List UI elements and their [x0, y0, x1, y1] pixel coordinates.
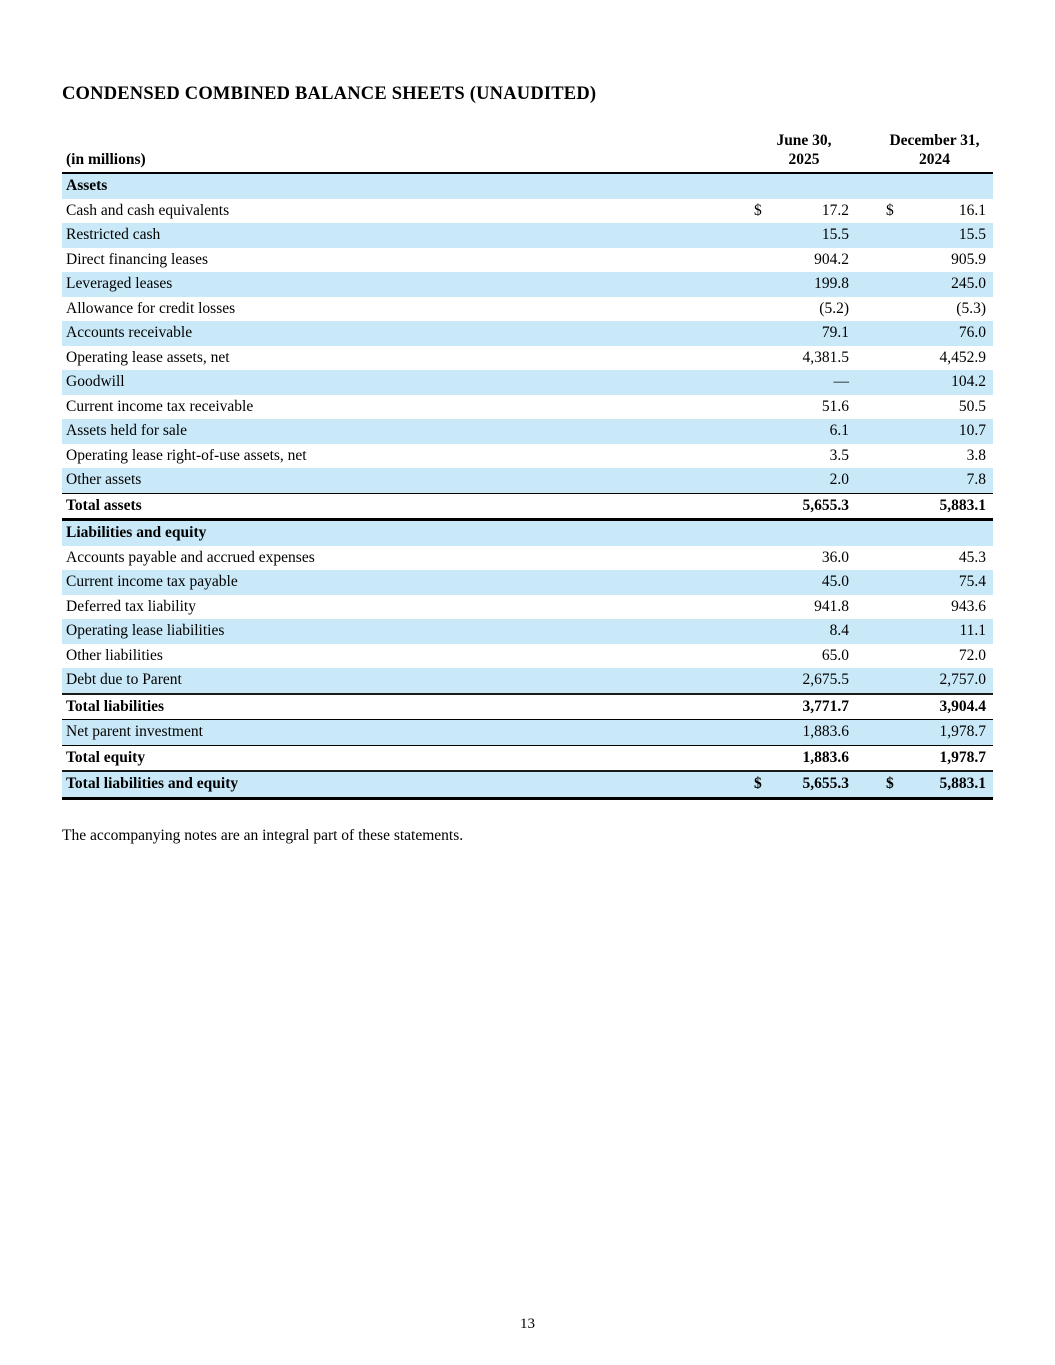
row-label: Leveraged leases — [66, 275, 173, 292]
currency-symbol-jun — [752, 468, 774, 493]
page-number: 13 — [520, 1316, 535, 1332]
section-header-row — [62, 520, 993, 546]
value-jun-2025: 1,883.6 — [774, 745, 856, 771]
balance-sheet-table — [62, 131, 993, 800]
table-row — [62, 644, 993, 669]
value-dec-2024: 75.4 — [958, 573, 986, 590]
column-header-line: 2024 — [919, 151, 950, 168]
table-row — [62, 570, 993, 595]
value-jun-2025: 8.4 — [829, 622, 849, 639]
value-jun-2025: 45.0 — [821, 573, 849, 590]
currency-symbol-dec: $ — [886, 201, 894, 219]
table-row — [62, 493, 993, 520]
currency-symbol-jun — [752, 297, 774, 322]
value-jun-2025: 51.6 — [821, 397, 849, 415]
value-jun-2025: 17.2 — [821, 201, 849, 219]
row-label: Current income tax payable — [66, 573, 238, 590]
table-row — [62, 668, 993, 694]
value-dec-2024: 45.3 — [958, 548, 986, 566]
row-label: Total liabilities — [62, 694, 752, 720]
row-label: Total liabilities and equity — [62, 771, 752, 798]
table-row — [62, 444, 993, 469]
currency-symbol-jun — [752, 346, 774, 371]
currency-symbol-dec — [856, 444, 896, 469]
currency-symbol-dec — [856, 395, 896, 420]
value-jun-2025: 1,883.6 — [774, 720, 856, 746]
value-dec-2024 — [896, 173, 993, 199]
value-dec-2024: 3.8 — [966, 446, 986, 464]
currency-symbol-jun — [752, 570, 774, 595]
row-label: Liabilities and equity — [66, 524, 207, 541]
row-label: Net parent investment — [62, 720, 752, 746]
value-dec-2024: 3,904.4 — [896, 694, 993, 720]
table-row — [62, 546, 993, 571]
currency-symbol-jun — [752, 370, 774, 395]
value-jun-2025 — [774, 173, 856, 199]
table-header — [62, 131, 993, 173]
value-dec-2024: 245.0 — [951, 275, 986, 292]
currency-symbol-dec — [856, 720, 896, 746]
value-dec-2024: 5,883.1 — [896, 771, 993, 798]
currency-symbol-jun — [752, 520, 774, 546]
footnote-text: The accompanying notes are an integral part of these statements. — [62, 826, 464, 844]
value-dec-2024: 11.1 — [959, 622, 986, 639]
currency-symbol-dec — [856, 321, 896, 346]
currency-symbol-jun — [752, 644, 774, 669]
currency-symbol-dec — [856, 668, 896, 694]
value-dec-2024: 76.0 — [958, 324, 986, 341]
balance-sheet-body — [62, 173, 993, 798]
value-jun-2025: (5.2) — [819, 299, 849, 317]
table-row — [62, 694, 993, 720]
row-label: Goodwill — [66, 373, 125, 390]
value-dec-2024: 1,978.7 — [896, 720, 993, 746]
table-row — [62, 346, 993, 371]
value-jun-2025: 36.0 — [821, 548, 849, 566]
value-jun-2025: 2.0 — [829, 471, 849, 488]
currency-symbol-dec — [856, 370, 896, 395]
value-dec-2024 — [896, 520, 993, 546]
table-row — [62, 223, 993, 248]
table-row — [62, 419, 993, 444]
value-jun-2025: 2,675.5 — [802, 671, 849, 688]
value-jun-2025: — — [833, 373, 849, 390]
currency-symbol-dec — [856, 694, 896, 720]
table-row — [62, 745, 993, 771]
currency-symbol-jun — [752, 395, 774, 420]
value-jun-2025: 4,381.5 — [802, 348, 849, 366]
row-label: Assets held for sale — [66, 422, 187, 439]
currency-symbol-jun — [752, 444, 774, 469]
value-dec-2024: 2,757.0 — [939, 671, 986, 688]
currency-symbol-jun — [752, 419, 774, 444]
row-label: Total assets — [62, 493, 752, 520]
currency-symbol-jun — [752, 720, 774, 746]
currency-symbol-jun — [752, 173, 774, 199]
currency-symbol-jun — [752, 493, 774, 520]
header-row — [62, 131, 993, 173]
currency-symbol-dec — [856, 493, 896, 520]
row-label: Cash and cash equivalents — [66, 201, 230, 219]
currency-symbol-jun — [752, 248, 774, 273]
value-dec-2024: 72.0 — [958, 646, 986, 664]
value-jun-2025: 79.1 — [821, 324, 849, 341]
page-title: CONDENSED COMBINED BALANCE SHEETS (UNAUDITED) — [62, 84, 597, 104]
value-jun-2025: 941.8 — [814, 597, 849, 615]
value-dec-2024: 5,883.1 — [896, 493, 993, 520]
value-dec-2024: 1,978.7 — [896, 745, 993, 771]
value-dec-2024: 16.1 — [958, 201, 986, 219]
currency-symbol-jun — [752, 223, 774, 248]
row-label: Deferred tax liability — [66, 597, 196, 615]
value-dec-2024: 104.2 — [951, 373, 986, 390]
table-row — [62, 720, 993, 746]
value-dec-2024: 50.5 — [958, 397, 986, 415]
table-row — [62, 619, 993, 644]
row-label: Other liabilities — [66, 646, 163, 664]
table-row — [62, 199, 993, 224]
column-header-line: December 31, — [889, 132, 980, 149]
column-header-line: June 30, — [776, 132, 832, 149]
currency-symbol-dec — [856, 595, 896, 620]
currency-symbol-dec — [856, 570, 896, 595]
currency-symbol-dec — [856, 173, 896, 199]
value-jun-2025: 15.5 — [821, 226, 849, 243]
table-row — [62, 321, 993, 346]
row-label: Operating lease right-of-use assets, net — [66, 446, 307, 464]
row-label: Assets — [66, 177, 108, 194]
row-label: Operating lease liabilities — [66, 622, 225, 639]
currency-symbol-jun — [752, 619, 774, 644]
table-row — [62, 595, 993, 620]
value-dec-2024: 943.6 — [951, 597, 986, 615]
currency-symbol-jun — [752, 694, 774, 720]
table-row — [62, 248, 993, 273]
row-label: Debt due to Parent — [66, 671, 182, 688]
currency-symbol-jun — [752, 668, 774, 694]
row-label: Accounts payable and accrued expenses — [66, 548, 315, 566]
currency-symbol-dec — [856, 520, 896, 546]
currency-symbol-jun: $ — [754, 201, 762, 219]
value-jun-2025: 6.1 — [829, 422, 849, 439]
row-label: Operating lease assets, net — [66, 348, 230, 366]
value-jun-2025: 5,655.3 — [774, 771, 856, 798]
row-label: Restricted cash — [66, 226, 161, 243]
table-row — [62, 370, 993, 395]
value-jun-2025: 5,655.3 — [774, 493, 856, 520]
currency-symbol-dec — [856, 346, 896, 371]
value-dec-2024: 15.5 — [958, 226, 986, 243]
row-label: Accounts receivable — [66, 324, 193, 341]
currency-symbol-dec — [856, 546, 896, 571]
value-dec-2024: 10.7 — [958, 422, 986, 439]
table-row — [62, 395, 993, 420]
currency-symbol-dec — [856, 248, 896, 273]
currency-symbol-jun — [752, 272, 774, 297]
value-dec-2024: 905.9 — [951, 250, 986, 268]
table-row — [62, 297, 993, 322]
row-label: Direct financing leases — [66, 250, 209, 268]
currency-symbol-jun — [752, 546, 774, 571]
currency-symbol-dec — [856, 272, 896, 297]
value-dec-2024: (5.3) — [956, 299, 986, 317]
currency-symbol-dec — [856, 745, 896, 771]
currency-symbol-dec — [856, 644, 896, 669]
row-label: Current income tax receivable — [66, 397, 254, 415]
currency-symbol-dec — [856, 297, 896, 322]
value-jun-2025: 65.0 — [821, 646, 849, 664]
column-header-dec-2024 — [856, 131, 993, 173]
currency-symbol-dec — [856, 419, 896, 444]
row-label: Total equity — [62, 745, 752, 771]
currency-symbol-jun — [752, 595, 774, 620]
unit-label: (in millions) — [62, 131, 752, 173]
row-label: Other assets — [66, 471, 142, 488]
currency-symbol-jun — [752, 321, 774, 346]
row-label: Allowance for credit losses — [66, 299, 236, 317]
value-jun-2025: 3,771.7 — [774, 694, 856, 720]
value-dec-2024: 4,452.9 — [939, 348, 986, 366]
value-jun-2025 — [774, 520, 856, 546]
value-jun-2025: 3.5 — [829, 446, 849, 464]
value-dec-2024: 7.8 — [966, 471, 986, 488]
table-row — [62, 468, 993, 493]
table-row — [62, 272, 993, 297]
section-header-row — [62, 173, 993, 199]
currency-symbol-dec — [856, 468, 896, 493]
column-header-line: 2025 — [788, 151, 820, 168]
table-row — [62, 771, 993, 798]
value-jun-2025: 199.8 — [814, 275, 849, 292]
value-jun-2025: 904.2 — [814, 250, 849, 268]
column-header-jun-2025 — [752, 131, 856, 173]
currency-symbol-dec — [856, 223, 896, 248]
currency-symbol-jun — [752, 745, 774, 771]
currency-symbol-jun: $ — [752, 771, 774, 798]
currency-symbol-dec: $ — [856, 771, 896, 798]
currency-symbol-dec — [856, 619, 896, 644]
